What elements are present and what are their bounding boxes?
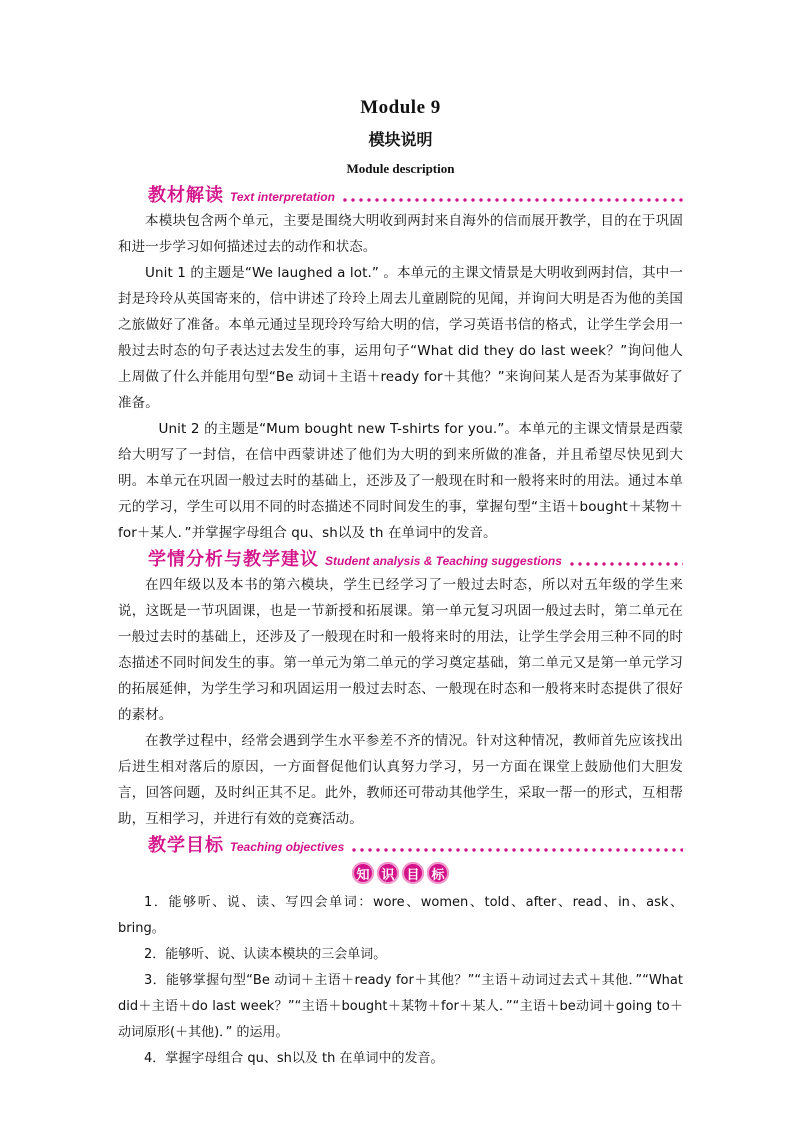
document-page <box>118 92 683 1072</box>
module-subtitle-cn: 模块说明 <box>368 130 433 149</box>
badge-char: 知 <box>352 862 374 884</box>
paragraph: 在四年级以及本书的第六模块，学生已经学习了一般过去时态，所以对五年级的学生来说，这既是一节巩固课，也是一节新授和拓展课。第一单元复习巩固一般过去时，第二单元在一般过去时的基础上，还涉及了一般现在时和一般将来时的用法，让学生学会用三种不同的时态描述不同时间发生的事。第一单元为第二单元的学习奠定基础，第二单元又是第一单元学习的拓展延伸，为学生学习和巩固运用一般过去时态、一般现在时态和一般将来时态提供了很好的素材。 <box>118 577 683 723</box>
list-item: 1．能够听、说、读、写四会单词：wore、women、told、after、read、in、ask、bring。 <box>118 895 683 936</box>
section-heading-student-analysis <box>118 546 683 572</box>
paragraph: 在教学过程中，经常会遇到学生水平参差不齐的情况。针对这种情况，教师首先应该找出后进生相对落后的原因，一方面督促他们认真努力学习，另一方面在课堂上鼓励他们大胆发言，回答问题，及时纠正其不足。此外，教师还可带动其他学生，采取一帮一的形式，互相帮助，互相学习，并进行有效的竞赛活动。 <box>118 733 683 827</box>
section-title-cn: 学情分析与教学建议 <box>148 549 319 570</box>
section-title-en: Student analysis & Teaching suggestions <box>325 554 562 568</box>
badge-char: 标 <box>427 862 449 884</box>
paragraph: 本模块包含两个单元，主要是围绕大明收到两封来自海外的信而展开教学，目的在于巩固和进一步学习如何描述过去的动作和状态。 <box>118 213 683 255</box>
dotted-divider <box>341 198 683 202</box>
badge-char: 目 <box>402 862 424 884</box>
section-title-en: Text interpretation <box>230 190 335 204</box>
paragraph: Unit 2 的主题是“Mum bought new T-shirts for you.”。本单元的主课文情景是西蒙给大明写了一封信，在信中西蒙讲述了他们为大明的到来所做的准备，并且希望尽快见到大明。本单元在巩固一般过去时的基础上，还涉及了一般现在时和一般将来时的用法。通过本单元的学习，学生可以用不同的时态描述不同时间发生的事，掌握句型“主语＋bought＋某物＋for＋某人．”并掌握字母组合 qu、sh以及 th 在单词中的发音。 <box>118 421 683 541</box>
dotted-divider <box>350 848 683 852</box>
list-item: 2．能够听、说、认读本模块的三会单词。 <box>144 947 387 962</box>
section-heading-text-interpretation <box>118 182 683 208</box>
knowledge-objectives-badge <box>118 862 683 886</box>
list-item: 4．掌握字母组合 qu、sh以及 th 在单词中的发音。 <box>144 1051 444 1066</box>
section-title-cn: 教材解读 <box>148 185 224 206</box>
section-title-en: Teaching objectives <box>230 840 345 854</box>
module-title: Module 9 <box>360 97 441 118</box>
objectives-list <box>118 890 683 1072</box>
list-item: 3．能够掌握句型“Be 动词＋主语＋ready for＋其他？”“主语＋动词过去式＋其他．”“What did＋主语＋do last week？”“主语＋bought＋某物＋for＋某人．”“主语＋be动词＋going to＋动词原形(＋其他)．” 的运用。 <box>118 973 683 1040</box>
badge-char: 识 <box>377 862 399 884</box>
module-subtitle-en: Module description <box>346 161 455 176</box>
paragraph: Unit 1 的主题是“We laughed a lot.” 。本单元的主课文情景是大明收到两封信，其中一封是玲玲从英国寄来的，信中讲述了玲玲上周去儿童剧院的见闻，并询问大明是否为他的美国之旅做好了准备。本单元通过呈现玲玲写给大明的信，学习英语书信的格式，让学生学会用一般过去时态的句子表达过去发生的事，运用句子“What did they do last week？”询问他人上周做了什么并能用句型“Be 动词＋主语＋ready for＋其他？”来询问某人是否为某事做好了准备。 <box>118 265 683 411</box>
section-title-cn: 教学目标 <box>148 835 224 856</box>
dotted-divider <box>568 562 683 566</box>
section-heading-teaching-objectives <box>118 832 683 858</box>
